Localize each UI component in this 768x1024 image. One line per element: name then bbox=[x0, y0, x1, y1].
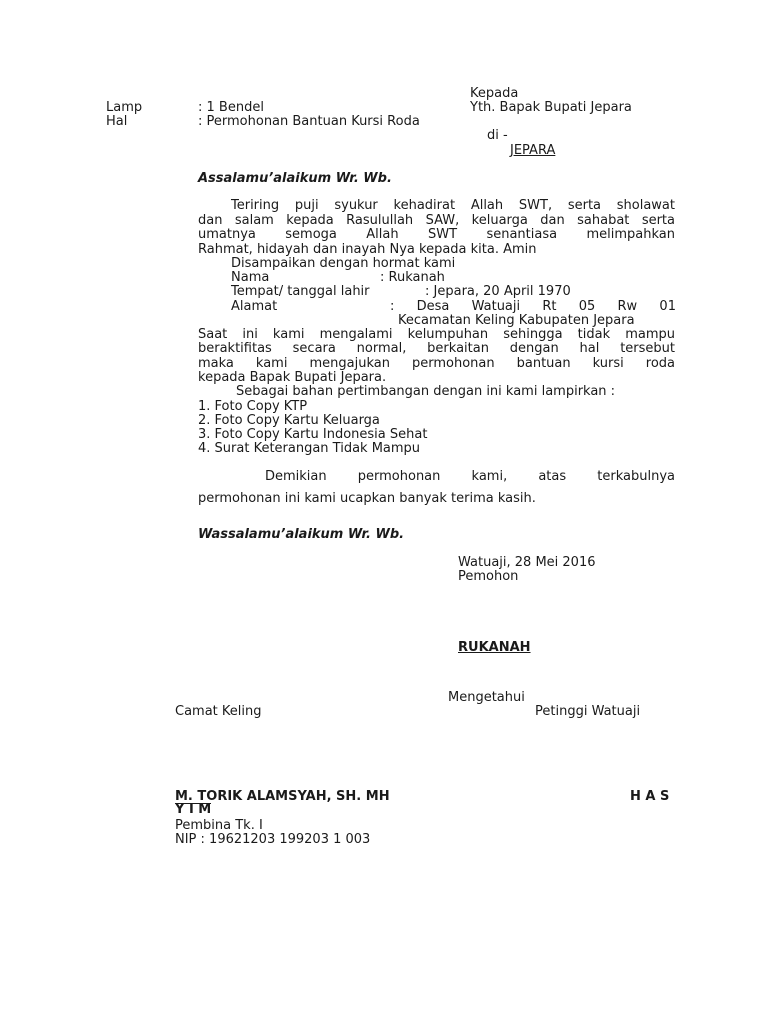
address-word: 01 bbox=[659, 299, 676, 314]
lamp-value: : 1 Bendel bbox=[198, 100, 264, 115]
closing-line-1: Demikian permohonan kami, atas terkabulnya bbox=[265, 469, 675, 484]
address-line-2: Kecamatan Keling Kabupaten Jepara bbox=[398, 313, 635, 328]
applicant-role: Pemohon bbox=[458, 569, 519, 584]
intro-line-2: dan salam kepada Rasulullah SAW, keluarga dan sahabat serta bbox=[198, 213, 675, 228]
address-line-1 bbox=[390, 299, 676, 314]
applicant-name: RUKANAH bbox=[458, 640, 531, 655]
birth-label: Tempat/ tanggal lahir bbox=[231, 284, 370, 299]
condition-line-4: kepada Bapak Bupati Jepara. bbox=[198, 370, 387, 385]
left-official-title: Camat Keling bbox=[175, 704, 262, 719]
right-official-name-part1: H A S bbox=[630, 789, 670, 804]
intro-line-3: umatnya semoga Allah SWT senantiasa melimpahkan bbox=[198, 227, 675, 242]
birth-value: : Jepara, 20 April 1970 bbox=[425, 284, 571, 299]
attachment-item: 3. Foto Copy Kartu Indonesia Sehat bbox=[198, 427, 428, 442]
mengetahui-text: Mengetahui bbox=[448, 690, 525, 705]
name-label: Nama bbox=[231, 270, 270, 285]
name-value: : Rukanah bbox=[380, 270, 445, 285]
address-word: Rw bbox=[617, 299, 638, 314]
attachment-item: 2. Foto Copy Kartu Keluarga bbox=[198, 413, 380, 428]
lamp-label: Lamp bbox=[106, 100, 143, 115]
hal-value: : Permohonan Bantuan Kursi Roda bbox=[198, 114, 420, 129]
left-official-name: M. TORIK ALAMSYAH, SH. MH bbox=[175, 789, 390, 804]
address-word: Watuaji bbox=[471, 299, 521, 314]
right-official-name-part2: Y I M bbox=[175, 802, 212, 817]
intro-line-4: Rahmat, hidayah dan inayah Nya kepada kita. Amin bbox=[198, 242, 537, 257]
address-colon: : bbox=[390, 299, 395, 314]
address-word: Rt bbox=[542, 299, 557, 314]
attachment-item: 4. Surat Keterangan Tidak Mampu bbox=[198, 441, 421, 456]
consideration-text: Sebagai bahan pertimbangan dengan ini kami lampirkan : bbox=[236, 384, 616, 399]
recipient-city: JEPARA bbox=[510, 143, 556, 158]
intro-line-1: Teriring puji syukur kehadirat Allah SWT, serta sholawat bbox=[231, 198, 675, 213]
closing-line-2: permohonan ini kami ucapkan banyak terima kasih. bbox=[198, 491, 536, 506]
hal-label: Hal bbox=[106, 114, 128, 129]
greeting: Assalamu’alaikum Wr. Wb. bbox=[198, 171, 392, 186]
address-label: Alamat bbox=[231, 299, 278, 314]
left-official-rank: Pembina Tk. I bbox=[175, 818, 263, 833]
recipient-yth: Yth. Bapak Bupati Jepara bbox=[470, 100, 632, 115]
attachment-item: 1. Foto Copy KTP bbox=[198, 399, 308, 414]
condition-line-3: maka kami mengajukan permohonan bantuan kursi roda bbox=[198, 356, 675, 371]
left-official-nip: NIP : 19621203 199203 1 003 bbox=[175, 832, 371, 847]
condition-line-2: beraktifitas secara normal, berkaitan dengan hal tersebut bbox=[198, 341, 675, 356]
recipient-kepada: Kepada bbox=[470, 86, 519, 101]
address-word: 05 bbox=[578, 299, 596, 314]
recipient-di: di - bbox=[487, 128, 508, 143]
place-date: Watuaji, 28 Mei 2016 bbox=[458, 555, 596, 570]
farewell: Wassalamu’alaikum Wr. Wb. bbox=[198, 527, 405, 542]
right-official-title: Petinggi Watuaji bbox=[535, 704, 641, 719]
condition-line-1: Saat ini kami mengalami kelumpuhan sehingga tidak mampu bbox=[198, 327, 675, 342]
address-word: Desa bbox=[416, 299, 450, 314]
delivered-text: Disampaikan dengan hormat kami bbox=[231, 256, 456, 271]
